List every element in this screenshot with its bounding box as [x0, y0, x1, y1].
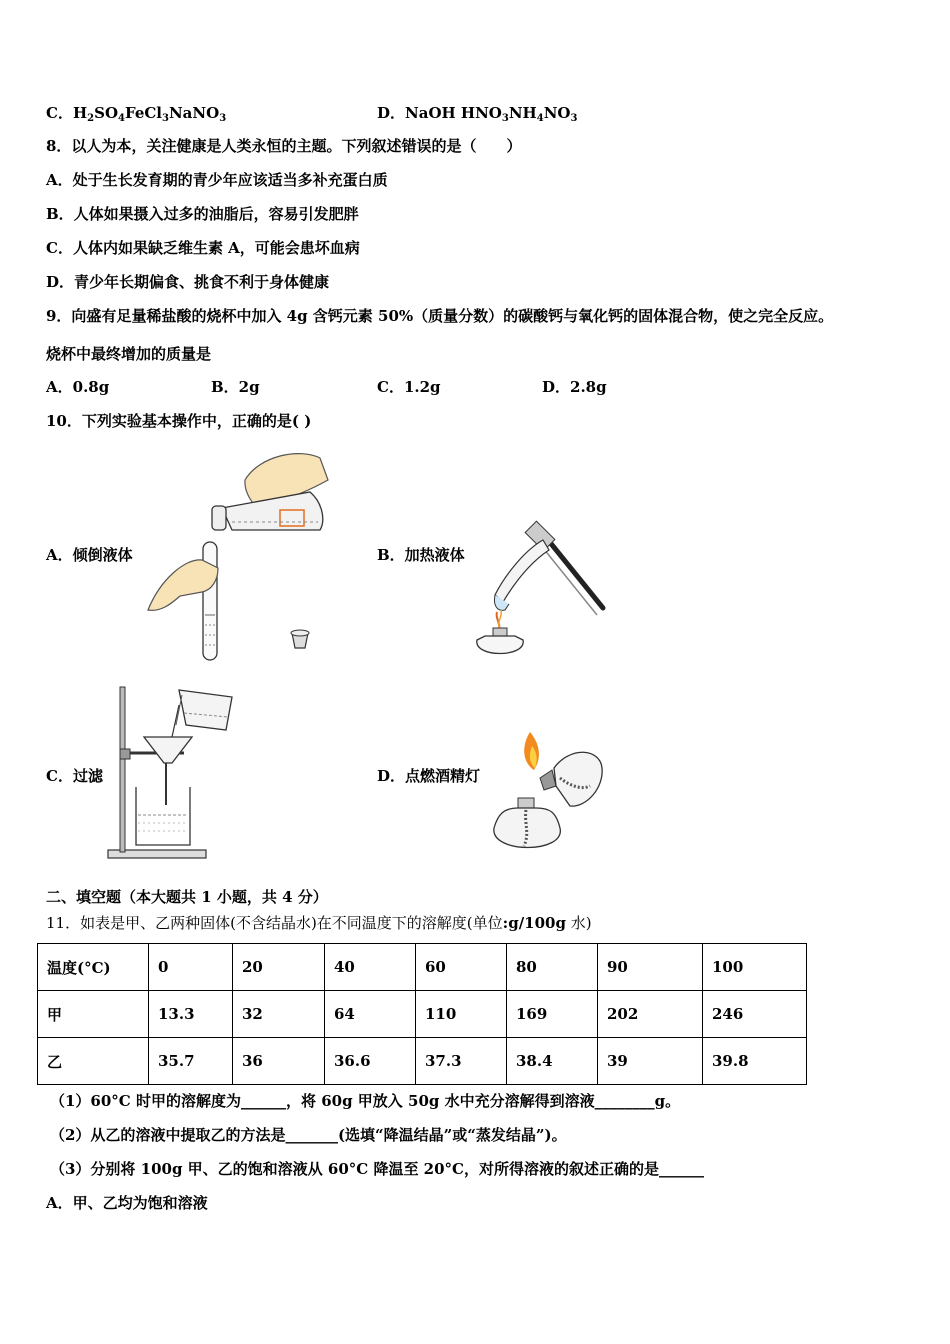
q11-sub2: （2）从乙的溶液中提取乙的方法是_______(选填“降温结晶”或“蒸发结晶”)。 [50, 1126, 567, 1144]
table-cell: 39.8 [703, 1038, 807, 1085]
table-cell: 64 [325, 991, 416, 1038]
table-cell: 32 [233, 991, 325, 1038]
q11-sub1: （1）60°C 时甲的溶解度为______，将 60g 甲放入 50g 水中充分溶解得到溶液________g。 [50, 1092, 681, 1110]
table-cell: 40 [325, 944, 416, 991]
table-cell: 甲 [38, 991, 149, 1038]
table-cell: 37.3 [416, 1038, 507, 1085]
q11-stem: 11．如表是甲、乙两种固体(不含结晶水)在不同温度下的溶解度(单位:g/100g 水) [46, 914, 592, 932]
q8-option-c: C．人体内如果缺乏维生素 A，可能会患坏血病 [46, 239, 360, 257]
q10-stem: 10．下列实验基本操作中，正确的是( ) [46, 412, 312, 430]
table-cell: 36 [233, 1038, 325, 1085]
q9-stem-line2: 烧杯中最终增加的质量是 [46, 345, 212, 363]
table-cell: 60 [416, 944, 507, 991]
table-cell: 202 [598, 991, 703, 1038]
table-cell: 80 [507, 944, 598, 991]
q10-option-a-label: A．倾倒液体 [46, 546, 133, 564]
table-cell: 温度(°C) [38, 944, 149, 991]
q11-sub3: （3）分别将 100g 甲、乙的饱和溶液从 60°C 降温至 20°C，对所得溶液的叙述正确的是______ [50, 1160, 704, 1178]
heating-liquid-figure [465, 520, 610, 660]
q10-option-d-label: D．点燃酒精灯 [377, 767, 481, 785]
filtration-figure [104, 675, 244, 860]
q9-stem-line1: 9．向盛有足量稀盐酸的烧杯中加入 4g 含钙元素 50%（质量分数）的碳酸钙与氧化钙的固体混合物，使之完全反应。 [46, 307, 834, 325]
lighting-alcohol-lamp-figure [490, 728, 610, 858]
table-cell: 169 [507, 991, 598, 1038]
q11-option-a: A．甲、乙均为饱和溶液 [46, 1194, 208, 1212]
table-cell: 110 [416, 991, 507, 1038]
q8-option-d: D．青少年长期偏食、挑食不利于身体健康 [46, 273, 330, 291]
table-row [38, 991, 807, 1038]
table-cell: 246 [703, 991, 807, 1038]
solubility-table [37, 943, 807, 1085]
table-cell: 39 [598, 1038, 703, 1085]
q8-option-a: A．处于生长发育期的青少年应该适当多补充蛋白质 [46, 171, 388, 189]
q10-option-c-label: C．过滤 [46, 767, 103, 785]
table-cell: 0 [149, 944, 233, 991]
table-cell: 38.4 [507, 1038, 598, 1085]
q9-option-d: D．2.8g [542, 378, 607, 396]
q7-option-d: D．NaOH $HNO_3NH_4NO_3$ [377, 104, 578, 124]
q8-option-b: B．人体如果摄入过多的油脂后，容易引发肥胖 [46, 205, 359, 223]
section-2-title: 二、填空题（本大题共 1 小题，共 4 分） [46, 888, 328, 906]
pouring-liquid-figure [140, 440, 340, 665]
q9-option-b: B．2g [211, 378, 260, 396]
table-cell: 乙 [38, 1038, 149, 1085]
table-cell: 90 [598, 944, 703, 991]
q8-stem: 8．以人为本，关注健康是人类永恒的主题。下列叙述错误的是（ ） [46, 137, 522, 155]
q9-option-c: C．1.2g [377, 378, 441, 396]
q7-option-c: C．$H_2SO_4FeCl_3NaNO_3$ [46, 104, 227, 124]
table-cell: 36.6 [325, 1038, 416, 1085]
table-cell: 20 [233, 944, 325, 991]
table-cell: 13.3 [149, 991, 233, 1038]
q10-option-b-label: B．加热液体 [377, 546, 465, 564]
table-cell: 35.7 [149, 1038, 233, 1085]
table-row [38, 944, 807, 991]
q9-option-a: A．0.8g [46, 378, 110, 396]
table-cell: 100 [703, 944, 807, 991]
table-row [38, 1038, 807, 1085]
